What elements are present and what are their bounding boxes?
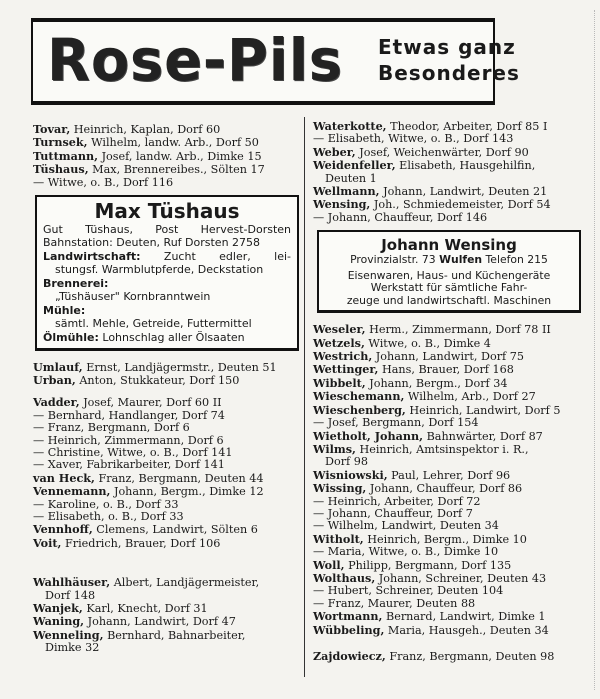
- ad-workshop-line2: zeuge und landwirtschaftl. Maschinen: [346, 293, 552, 307]
- entry-details: Herm., Zimmermann, Dorf 78 II: [365, 323, 551, 337]
- entry-details: Paul, Lehrer, Dorf 96: [387, 468, 511, 482]
- entry-details: — Hubert, Schreiner, Deuten 104: [313, 584, 504, 598]
- directory-entry-continuation: [33, 642, 295, 654]
- ad-address-line: [325, 254, 573, 267]
- entry-surname: Wieschemann,: [313, 389, 405, 404]
- banner-slogan-line1: Etwas ganz: [378, 35, 516, 59]
- banner-brand: Rose-Pils: [47, 26, 343, 94]
- entry-details: Theodor, Arbeiter, Dorf 85 I: [386, 120, 548, 133]
- ad-mill-label: Mühle:: [43, 304, 86, 318]
- entry-surname: Zajdowiecz,: [313, 649, 386, 663]
- directory-entry: [313, 559, 585, 572]
- entry-surname: Wieschenberg,: [313, 402, 406, 417]
- directory-entry: [313, 198, 585, 211]
- entry-surname: Wensing,: [313, 197, 371, 212]
- entry-details: Heinrich, Kaplan, Dorf 60: [70, 123, 221, 136]
- wensing-ad-box: [317, 230, 581, 313]
- directory-entry: [33, 163, 295, 176]
- ad-address-phone: Telefon 215: [482, 253, 548, 267]
- entry-surname: Waterkotte,: [313, 119, 387, 133]
- directory-entry: [313, 610, 585, 623]
- entry-details: Philipp, Bergmann, Dorf 135: [344, 558, 512, 572]
- entry-details: — Heinrich, Arbeiter, Dorf 72: [313, 494, 481, 508]
- directory-entry: [33, 537, 295, 550]
- directory-entry: [313, 624, 585, 637]
- entry-details: Bernhard, Bahnarbeiter,: [103, 628, 246, 642]
- entry-group-v: [33, 396, 295, 550]
- entry-surname: Wolthaus,: [313, 570, 376, 585]
- entry-surname: Wetzels,: [313, 335, 365, 350]
- ad-address-street: Provinzialstr. 73: [350, 253, 440, 267]
- entry-details: — Franz, Maurer, Deuten 88: [313, 596, 476, 610]
- entry-details: Wilhelm, Arb., Dorf 27: [404, 390, 536, 404]
- entry-details: Hans, Brauer, Dorf 168: [378, 363, 514, 377]
- directory-entry: [33, 472, 295, 485]
- ad-address-town: Wulfen: [439, 253, 483, 267]
- ad-title: Max Tüshaus: [94, 199, 240, 224]
- directory-entry: [33, 629, 295, 642]
- column-divider: [304, 117, 305, 677]
- entry-surname: Weidenfeller,: [313, 158, 396, 173]
- entry-details: — Josef, Bergmann, Dorf 154: [313, 416, 479, 430]
- directory-entry: [33, 374, 295, 387]
- ad-workshop-line1: Werkstatt für sämtliche Fahr-: [370, 281, 528, 295]
- entry-details: — Christine, Witwe, o. B., Dorf 141: [33, 445, 233, 459]
- entry-surname: Umlauf,: [33, 359, 83, 374]
- ad-address-word: Gut: [43, 223, 63, 237]
- entry-details: Johann, Bergm., Dimke 12: [110, 485, 264, 499]
- entry-details: Ernst, Landjägermstr., Deuten 51: [82, 360, 277, 374]
- page-edge: [594, 10, 596, 690]
- entry-details: Johann, Landwirt, Dorf 47: [84, 615, 236, 629]
- entry-details: — Franz, Bergmann, Dorf 6: [33, 421, 190, 435]
- entry-details: — Wilhelm, Landwirt, Deuten 34: [313, 519, 499, 533]
- directory-entry: [33, 396, 295, 409]
- entry-details: Josef, Weichenwärter, Dorf 90: [355, 145, 529, 159]
- entry-surname: Urban,: [33, 372, 76, 387]
- ad-address-word: Post: [155, 223, 179, 237]
- entry-details: — Johann, Chauffeur, Dorf 7: [313, 506, 473, 520]
- entry-details: — Elisabeth, o. B., Dorf 33: [33, 510, 184, 523]
- directory-entry: [313, 469, 585, 482]
- entry-details: Friedrich, Brauer, Dorf 106: [61, 536, 221, 550]
- directory-entry: [313, 146, 585, 159]
- entry-surname: Wibbelt,: [313, 375, 366, 390]
- directory-entry: [313, 363, 585, 376]
- entry-surname: Vennhoff,: [33, 522, 93, 537]
- entry-details: Heinrich, Bergm., Dimke 10: [363, 532, 527, 546]
- entry-details: Josef, Maurer, Dorf 60 II: [79, 396, 222, 410]
- directory-entry: [313, 572, 585, 585]
- entry-details: Johann, Schreiner, Deuten 43: [375, 571, 547, 585]
- entry-surname: Vennemann,: [33, 484, 111, 499]
- directory-entry: [313, 377, 585, 390]
- entry-details: Max, Brennereibes., Sölten 17: [88, 163, 265, 177]
- ad-oilmill-line: [43, 332, 291, 345]
- entry-surname: Wisniowski,: [313, 467, 388, 482]
- entry-surname: Weseler,: [313, 322, 366, 337]
- ad-agri-label: Landwirtschaft:: [43, 250, 141, 264]
- entry-surname: Waning,: [33, 614, 85, 629]
- ad-title: Johann Wensing: [381, 236, 517, 255]
- ad-agri-line1: [43, 251, 291, 264]
- directory-entry: [313, 390, 585, 403]
- entry-surname: Wenneling,: [33, 627, 104, 642]
- left-column: [33, 123, 295, 655]
- entry-details: Johann, Landwirt, Deuten 21: [379, 185, 548, 199]
- ad-oilmill-text: Lohnschlag aller Ölsaaten: [98, 331, 245, 345]
- directory-entry: [313, 212, 585, 224]
- entry-group-w: [33, 576, 295, 654]
- ad-agri-line2: stungsf. Warmblutpferde, Deckstation: [55, 262, 264, 276]
- entry-surname: Wübbeling,: [313, 622, 385, 637]
- entry-details: Wilhelm, landw. Arb., Dorf 50: [87, 136, 259, 150]
- entry-details: — Karoline, o. B., Dorf 33: [33, 497, 179, 511]
- entry-details: — Bernhard, Handlanger, Dorf 74: [33, 408, 225, 422]
- ad-address-line1: [43, 224, 291, 237]
- right-column: [313, 120, 585, 663]
- entry-details: Joh., Schmiedemeister, Dorf 54: [370, 198, 551, 212]
- ad-distillery-label: Brennerei:: [43, 277, 109, 291]
- entry-surname: Woll,: [313, 557, 345, 572]
- entry-surname: van Heck,: [33, 470, 95, 485]
- directory-entry: [313, 404, 585, 417]
- directory-entry: [33, 523, 295, 536]
- entry-details: Johann, Bergm., Dorf 34: [365, 376, 508, 390]
- ad-address-line2: Bahnstation: Deuten, Ruf Dorsten 2758: [43, 235, 261, 249]
- entry-surname: Wietholt, Johann,: [313, 428, 424, 443]
- ad-agri-word: lei-: [274, 250, 291, 264]
- directory-entry: [33, 150, 295, 163]
- entry-group-z: [313, 650, 585, 663]
- entry-details: Dorf 98: [325, 455, 368, 469]
- entry-details: Dorf 148: [45, 588, 96, 602]
- entry-group-u: [33, 361, 295, 388]
- directory-entry: [313, 159, 585, 172]
- entry-surname: Wettinger,: [313, 362, 379, 377]
- entry-surname: Westrich,: [313, 349, 373, 364]
- ad-address-word: Tüshaus,: [85, 223, 133, 237]
- entry-details: Maria, Hausgeh., Deuten 34: [384, 623, 549, 637]
- entry-surname: Wilms,: [313, 441, 356, 456]
- entry-details: — Johann, Chauffeur, Dorf 146: [313, 210, 488, 224]
- ad-products-line: Eisenwaren, Haus- und Küchengeräte: [347, 268, 551, 282]
- entry-details: Bernard, Landwirt, Dimke 1: [382, 610, 546, 624]
- directory-entry: [313, 350, 585, 363]
- ad-distillery-text: „Tüshäuser" Kornbranntwein: [55, 289, 211, 303]
- entry-details: Anton, Stukkateur, Dorf 150: [75, 373, 240, 387]
- entry-details: Witwe, o. B., Dimke 4: [364, 336, 491, 350]
- entry-details: Franz, Bergmann, Deuten 44: [94, 471, 264, 485]
- entry-group-w1: [313, 120, 585, 224]
- entry-surname: Voit,: [33, 535, 62, 550]
- entry-surname: Wellmann,: [313, 184, 380, 199]
- entry-details: Johann, Landwirt, Dorf 75: [372, 350, 524, 364]
- entry-details: — Elisabeth, Witwe, o. B., Dorf 143: [313, 132, 514, 146]
- entry-details: Heinrich, Landwirt, Dorf 5: [405, 403, 561, 417]
- entry-group-t: [33, 123, 295, 189]
- banner-slogan-line2: Besonderes: [378, 61, 520, 85]
- entry-details: Dimke 32: [45, 641, 100, 655]
- directory-entry: [33, 485, 295, 498]
- entry-surname: Witholt,: [313, 531, 364, 546]
- directory-entry: [313, 430, 585, 443]
- entry-surname: Wissing,: [313, 481, 367, 496]
- directory-entry: [33, 177, 295, 189]
- entry-details: — Witwe, o. B., Dorf 116: [33, 175, 174, 189]
- entry-surname: Tuttmann,: [33, 148, 99, 163]
- entry-details: Josef, landw. Arb., Dimke 15: [98, 149, 262, 163]
- entry-surname: Vadder,: [33, 395, 80, 410]
- directory-entry: [313, 482, 585, 495]
- directory-entry: [313, 323, 585, 336]
- ad-oilmill-label: Ölmühle:: [43, 331, 99, 345]
- entry-details: Clemens, Landwirt, Sölten 6: [92, 523, 258, 537]
- entry-surname: Wanjek,: [33, 601, 83, 616]
- group-gap: [33, 550, 295, 576]
- directory-entry: [33, 123, 295, 136]
- entry-details: Karl, Knecht, Dorf 31: [82, 602, 208, 616]
- entry-details: Albert, Landjägermeister,: [110, 576, 260, 590]
- directory-entry: [313, 443, 585, 456]
- ad-address-word: Hervest-Dorsten: [200, 223, 291, 237]
- directory-entry: [33, 136, 295, 149]
- rose-pils-banner-ad: [31, 18, 520, 105]
- directory-entry: [313, 546, 585, 558]
- ad-mill-text: sämtl. Mehle, Getreide, Futtermittel: [55, 316, 252, 330]
- entry-details: Heinrich, Amtsinspektor i. R.,: [355, 442, 529, 456]
- entry-surname: Weber,: [313, 144, 356, 159]
- directory-entry: [33, 361, 295, 374]
- entry-details: Franz, Bergmann, Deuten 98: [385, 650, 555, 663]
- entry-group-w2: [313, 323, 585, 637]
- entry-details: — Heinrich, Zimmermann, Dorf 6: [33, 433, 224, 447]
- entry-details: Johann, Chauffeur, Dorf 86: [366, 482, 523, 496]
- directory-entry: [33, 615, 295, 628]
- entry-surname: Turnsek,: [33, 135, 88, 150]
- entry-details: Bahnwärter, Dorf 87: [423, 429, 543, 443]
- directory-entry: [313, 185, 585, 198]
- entry-details: Elisabeth, Hausgehilfin,: [395, 159, 536, 173]
- directory-entry: [313, 120, 585, 133]
- ad-agri-word: Zucht: [163, 250, 196, 264]
- entry-surname: Tüshaus,: [33, 162, 89, 177]
- entry-details: Deuten 1: [325, 171, 377, 185]
- directory-entry: [33, 576, 295, 589]
- entry-details: — Xaver, Fabrikarbeiter, Dorf 141: [33, 458, 225, 472]
- directory-entry: [313, 650, 585, 663]
- entry-details: — Maria, Witwe, o. B., Dimke 10: [313, 545, 499, 559]
- ad-agri-word: edler,: [219, 250, 251, 264]
- tushaus-ad-box: [35, 195, 299, 351]
- banner-slogan: [378, 34, 520, 86]
- directory-entry: [313, 337, 585, 350]
- directory-entry: [33, 602, 295, 615]
- entry-surname: Tovar,: [33, 122, 71, 136]
- entry-surname: Wortmann,: [313, 609, 383, 624]
- entry-surname: Wahlhäuser,: [33, 575, 111, 590]
- directory-entry: [313, 533, 585, 546]
